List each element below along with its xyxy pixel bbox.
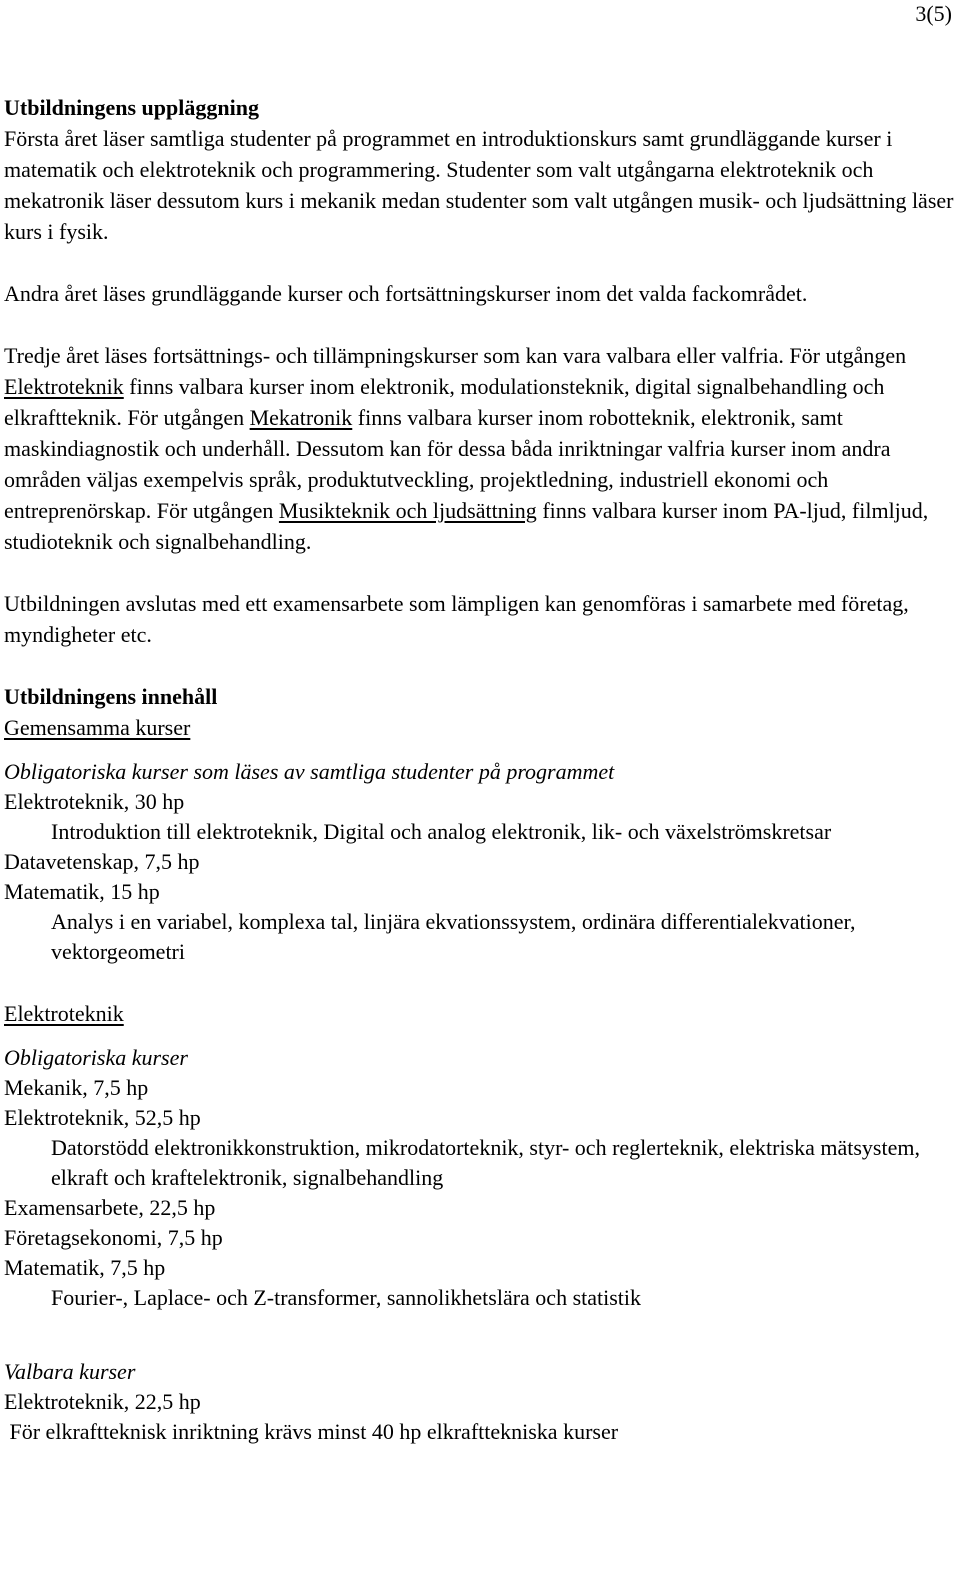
paragraph-first-year: Första året läser samtliga studenter på programmet en introduktionskurs samt grundläggande kurser i matematik och elektroteknik och programmering. Studenter som valt utgångarna elektroteknik och mekatronik läser dessutom kurs i mekanik medan studenter som valt utgången musik- och ljudsättning läser kurs i fysik. xyxy=(4,126,954,244)
course-name: Datavetenskap, 7,5 hp xyxy=(4,849,200,874)
section-heading-upplaggning: Utbildningens uppläggning xyxy=(4,95,259,120)
subsection-title-gemensamma: Gemensamma kurser xyxy=(4,715,191,740)
subsection-title-elektroteknik: Elektroteknik xyxy=(4,1001,124,1026)
course-description: Analys i en variabel, komplexa tal, linjära ekvationssystem, ordinära differentialekvationer, vektorgeometri xyxy=(51,909,856,964)
paragraph-second-year: Andra året läses grundläggande kurser och fortsättningskurser inom det valda fackområdet. xyxy=(4,281,808,306)
section-heading-innehall: Utbildningens innehåll xyxy=(4,684,218,709)
course-name: Matematik, 15 hp xyxy=(4,879,160,904)
document-body xyxy=(4,92,954,1447)
subsection-subtitle-obligatoriska-kurser: Obligatoriska kurser xyxy=(4,1045,188,1070)
elective-course-name: Elektroteknik, 22,5 hp xyxy=(4,1389,201,1414)
link-musikteknik: Musikteknik och ljudsättning xyxy=(278,498,537,523)
course-name: Examensarbete, 22,5 hp xyxy=(4,1195,216,1220)
link-elektroteknik: Elektroteknik xyxy=(4,374,124,399)
link-mekatronik: Mekatronik xyxy=(249,405,353,430)
subsection-subtitle-obligatoriska: Obligatoriska kurser som läses av samtliga studenter på programmet xyxy=(4,759,615,784)
elective-note: För elkraftteknisk inriktning krävs minst 40 hp elkrafttekniska kurser xyxy=(4,1419,619,1444)
course-description: Fourier-, Laplace- och Z-transformer, sannolikhetslära och statistik xyxy=(51,1285,642,1310)
page-number: 3(5) xyxy=(915,1,952,26)
course-name: Mekanik, 7,5 hp xyxy=(4,1075,149,1100)
course-name: Elektroteknik, 52,5 hp xyxy=(4,1105,201,1130)
elective-title: Valbara kurser xyxy=(4,1359,136,1384)
course-name: Företagsekonomi, 7,5 hp xyxy=(4,1225,223,1250)
paragraph-third-year: Tredje året läses fortsättnings- och tillämpningskurser som kan vara valbara eller valfria. För utgången Elektroteknik finns valbara kurser inom elektronik, modulationsteknik, digital signalbehandling och elkraftteknik. För utgången Mekatronik finns valbara kurser inom robotteknik, elektronik, samt maskindiagnostik och underhåll. Dessutom kan för dessa båda inriktningar valfria kurser inom andra områden väljas exempelvis språk, produktutveckling, projektledning, industriell ekonomi och entreprenörskap. För utgången Musikteknik och ljudsättning finns valbara kurser inom PA-ljud, filmljud, studioteknik och signalbehandling. xyxy=(4,343,929,554)
course-description: Introduktion till elektroteknik, Digital och analog elektronik, lik- och växelströmskretsar xyxy=(51,819,832,844)
course-description: Datorstödd elektronikkonstruktion, mikrodatorteknik, styr- och reglerteknik, elektriska mätsystem, elkraft och kraftelektronik, signalbehandling xyxy=(51,1135,920,1190)
paragraph-examensarbete: Utbildningen avslutas med ett examensarbete som lämpligen kan genomföras i samarbete med företag, myndigheter etc. xyxy=(4,591,909,647)
course-name: Elektroteknik, 30 hp xyxy=(4,789,185,814)
course-name: Matematik, 7,5 hp xyxy=(4,1255,166,1280)
